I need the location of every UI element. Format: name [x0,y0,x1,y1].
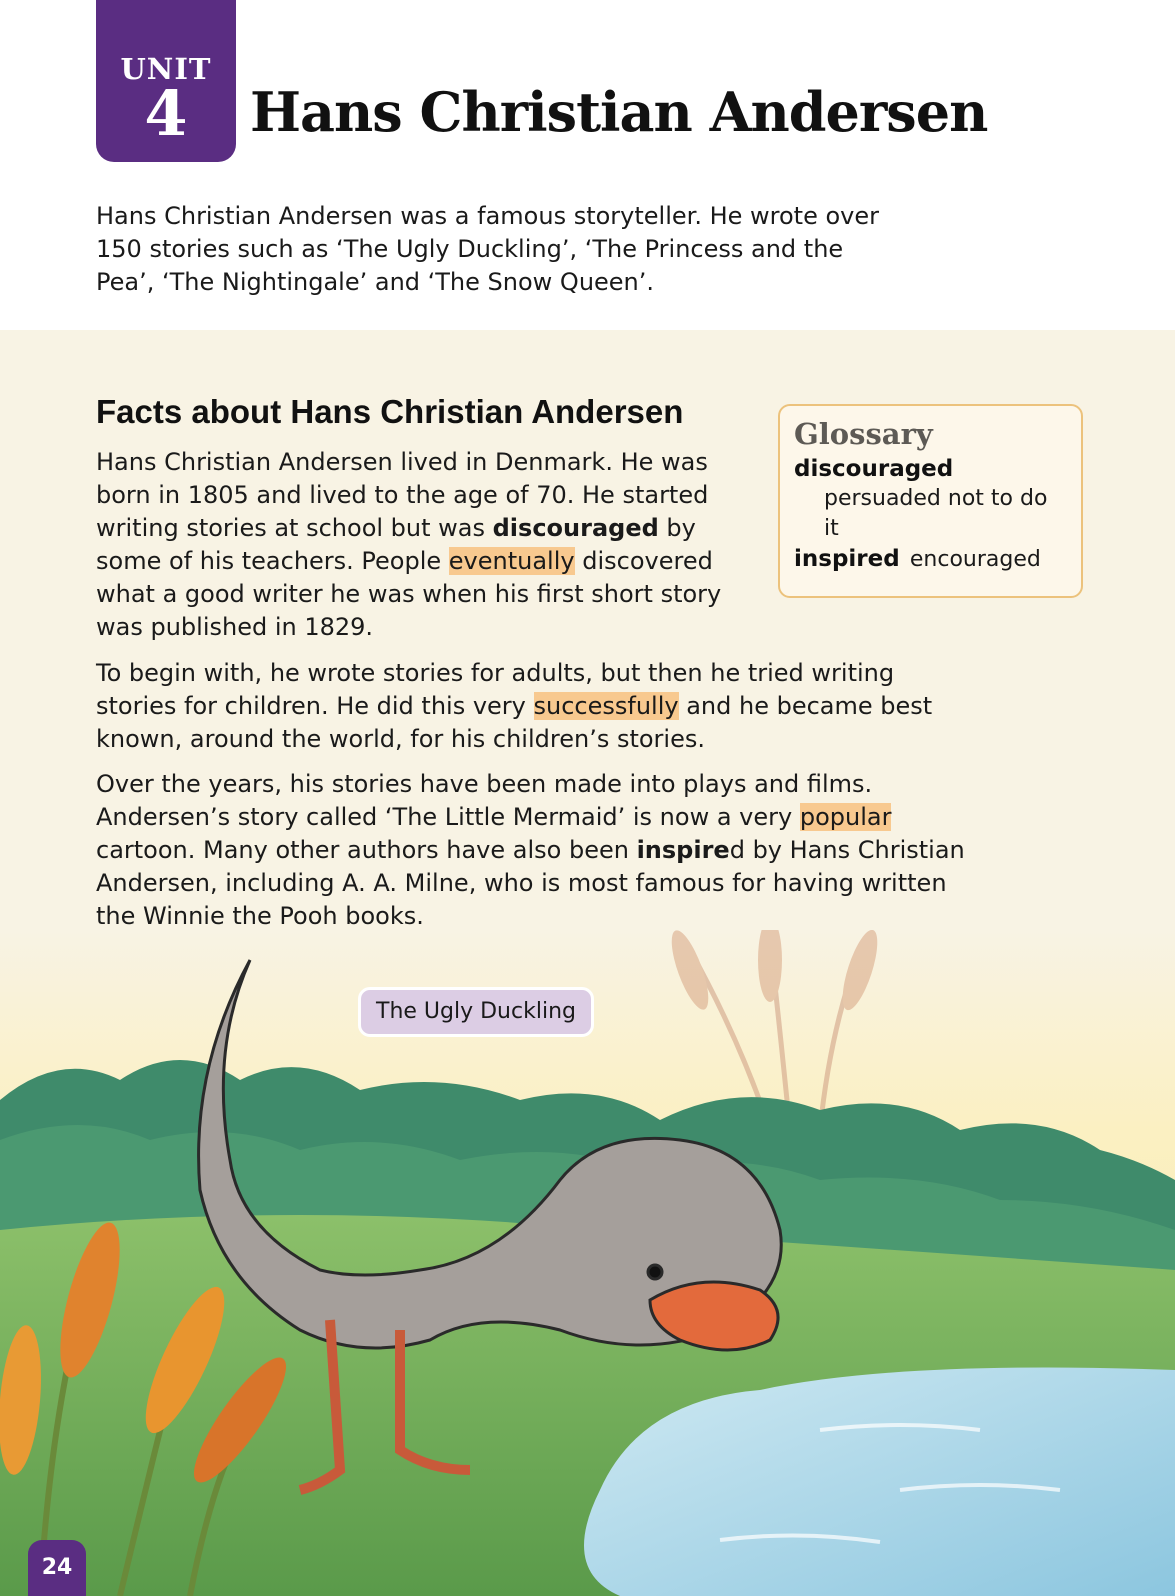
text-run: cartoon. Many other authors have also been [96,836,637,864]
unit-badge [96,0,236,162]
text-run: Over the years, his stories have been made into plays and films. Andersen’s story called ‘The Little Mermaid’ is now a very [96,770,873,831]
glossary-title: Glossary [794,417,933,451]
text-run: Hans Christian Andersen lived in Denmark. He was born in 1805 and lived to the age of 70. He started writing stories at school but was [96,448,709,542]
intro-paragraph: Hans Christian Andersen was a famous storyteller. He wrote over 150 stories such as ‘The Ugly Duckling’, ‘The Princess and the Pea’, ‘The Nightingale’ and ‘The Snow Queen’. [96,202,879,296]
facts-paragraph-2 [96,657,976,756]
highlighted-word-successfully: successfully [533,692,679,720]
glossary-definition: persuaded not to do it [824,486,1048,541]
highlighted-word-eventually: eventually [448,547,575,575]
text-run: by some of his teachers. People [96,514,696,575]
glossary-term: inspired [794,546,900,572]
page-title: Hans Christian Andersen [250,80,988,144]
glossary-word-inspired: inspire [636,836,730,864]
facts-heading: Facts about Hans Christian Andersen [96,393,684,430]
duckling-eye [648,1265,662,1279]
glossary-word-discouraged: discouraged [492,514,659,542]
illustration-caption: The Ugly Duckling [358,987,594,1037]
text-run: To begin with, he wrote stories for adults, but then he tried writing stories for children. He did this very [96,659,895,720]
facts-paragraph-3 [96,768,976,933]
text-run: and he became best known, around the world, for his children’s stories. [96,692,933,753]
highlighted-word-popular: popular [799,803,892,831]
glossary-term: discouraged [794,456,954,482]
unit-label: UNIT [120,52,212,86]
text-run: discovered what a good writer he was when his first short story was published in 1829. [96,547,722,641]
page-number: 24 [28,1540,86,1596]
glossary-entry [794,544,1067,575]
unit-number: 4 [144,77,188,150]
facts-paragraph-1 [96,446,756,644]
text-run: d by Hans Christian Andersen, including A. A. Milne, who is most famous for having written the Winnie the Pooh books. [96,836,965,930]
glossary-definition: encouraged [909,547,1041,572]
glossary-box [778,404,1083,598]
